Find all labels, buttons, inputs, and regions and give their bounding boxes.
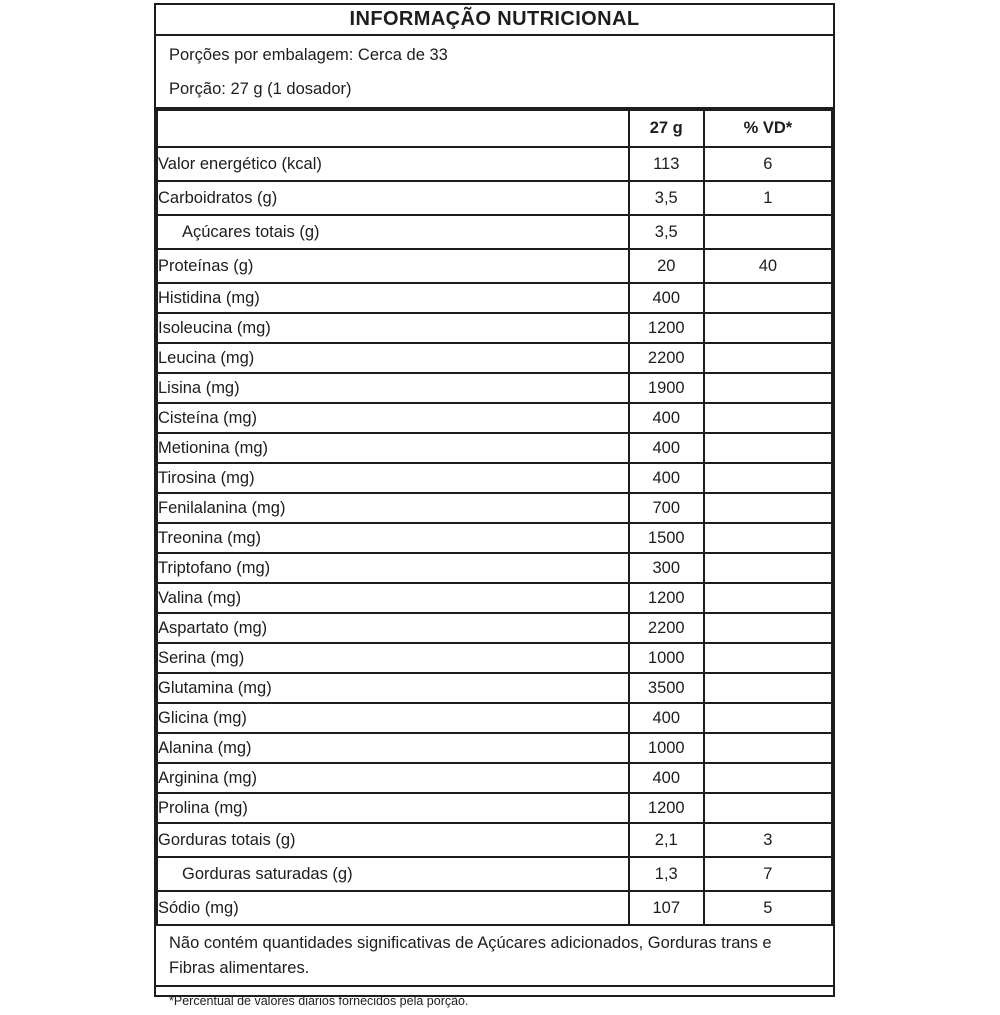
table-row xyxy=(157,463,832,493)
nutrient-label: Açúcares totais (g) xyxy=(157,215,629,249)
nutrient-label: Arginina (mg) xyxy=(157,763,629,793)
amount-value: 2,1 xyxy=(629,823,704,857)
table-row xyxy=(157,313,832,343)
nutrient-label: Treonina (mg) xyxy=(157,523,629,553)
nutrient-label: Leucina (mg) xyxy=(157,343,629,373)
no-significant-amounts-note: Não contém quantidades significativas de Açúcares adicionados, Gorduras trans e Fibras alimentares. xyxy=(169,934,772,977)
amount-value: 2200 xyxy=(629,613,704,643)
nutrient-label: Valor energético (kcal) xyxy=(157,147,629,181)
dv-value xyxy=(704,703,832,733)
dv-value: 7 xyxy=(704,857,832,891)
amount-value: 113 xyxy=(629,147,704,181)
serving-info-section xyxy=(156,36,833,111)
amount-value: 400 xyxy=(629,463,704,493)
nutrient-label: Serina (mg) xyxy=(157,643,629,673)
nutrient-label: Cisteína (mg) xyxy=(157,403,629,433)
dv-value xyxy=(704,673,832,703)
amount-value: 1200 xyxy=(629,313,704,343)
amount-value: 400 xyxy=(629,433,704,463)
column-header-amount: 27 g xyxy=(629,111,704,147)
nutrient-label: Lisina (mg) xyxy=(157,373,629,403)
amount-value: 2200 xyxy=(629,343,704,373)
amount-value: 1000 xyxy=(629,733,704,763)
nutrient-label: Tirosina (mg) xyxy=(157,463,629,493)
nutrition-label xyxy=(154,3,835,1008)
dv-value xyxy=(704,403,832,433)
nutrient-label: Glutamina (mg) xyxy=(157,673,629,703)
amount-value: 400 xyxy=(629,703,704,733)
nutrient-label: Metionina (mg) xyxy=(157,433,629,463)
column-header-dv: % VD* xyxy=(704,111,832,147)
dv-value: 6 xyxy=(704,147,832,181)
nutrition-table xyxy=(156,111,833,926)
dv-value xyxy=(704,493,832,523)
table-row xyxy=(157,343,832,373)
serving-size: Porção: 27 g (1 dosador) xyxy=(169,80,352,98)
amount-value: 1900 xyxy=(629,373,704,403)
table-row xyxy=(157,147,832,181)
dv-value: 3 xyxy=(704,823,832,857)
table-row xyxy=(157,283,832,313)
dv-value xyxy=(704,283,832,313)
table-row xyxy=(157,373,832,403)
daily-value-footnote: *Percentual de valores diários fornecidos pela porção. xyxy=(156,985,833,1015)
dv-value xyxy=(704,553,832,583)
dv-value xyxy=(704,733,832,763)
dv-value xyxy=(704,583,832,613)
dv-value: 1 xyxy=(704,181,832,215)
table-row xyxy=(157,891,832,925)
table-row xyxy=(157,763,832,793)
nutrient-label: Carboidratos (g) xyxy=(157,181,629,215)
dv-value xyxy=(704,215,832,249)
table-row xyxy=(157,583,832,613)
amount-value: 107 xyxy=(629,891,704,925)
servings-per-package: Porções por embalagem: Cerca de 33 xyxy=(169,46,448,64)
table-row xyxy=(157,493,832,523)
dv-value xyxy=(704,313,832,343)
nutrient-label: Gorduras saturadas (g) xyxy=(157,857,629,891)
column-header-empty xyxy=(157,111,629,147)
table-row xyxy=(157,181,832,215)
table-row xyxy=(157,643,832,673)
amount-value: 1000 xyxy=(629,643,704,673)
amount-value: 1200 xyxy=(629,793,704,823)
table-row xyxy=(157,733,832,763)
amount-value: 20 xyxy=(629,249,704,283)
nutrient-label: Proteínas (g) xyxy=(157,249,629,283)
nutrient-label: Sódio (mg) xyxy=(157,891,629,925)
amount-value: 700 xyxy=(629,493,704,523)
nutrient-label: Glicina (mg) xyxy=(157,703,629,733)
dv-value xyxy=(704,613,832,643)
nutrient-label: Aspartato (mg) xyxy=(157,613,629,643)
table-row xyxy=(157,823,832,857)
table-row xyxy=(157,613,832,643)
table-row xyxy=(157,403,832,433)
amount-value: 3500 xyxy=(629,673,704,703)
dv-value: 5 xyxy=(704,891,832,925)
amount-value: 1500 xyxy=(629,523,704,553)
amount-value: 400 xyxy=(629,763,704,793)
nutrient-label: Prolina (mg) xyxy=(157,793,629,823)
dv-value xyxy=(704,793,832,823)
dv-value xyxy=(704,343,832,373)
table-row xyxy=(157,249,832,283)
table-row xyxy=(157,215,832,249)
amount-value: 1,3 xyxy=(629,857,704,891)
dv-value xyxy=(704,463,832,493)
amount-value: 400 xyxy=(629,283,704,313)
nutrient-label: Isoleucina (mg) xyxy=(157,313,629,343)
dv-value xyxy=(704,763,832,793)
nutrient-label: Alanina (mg) xyxy=(157,733,629,763)
nutrient-label: Fenilalanina (mg) xyxy=(157,493,629,523)
table-row xyxy=(157,553,832,583)
table-row xyxy=(157,673,832,703)
dv-value xyxy=(704,523,832,553)
nutrient-label: Triptofano (mg) xyxy=(157,553,629,583)
header-row xyxy=(157,111,832,147)
nutrient-label: Valina (mg) xyxy=(157,583,629,613)
amount-value: 400 xyxy=(629,403,704,433)
table-row xyxy=(157,793,832,823)
dv-value xyxy=(704,373,832,403)
amount-value: 3,5 xyxy=(629,181,704,215)
nutrient-label: Gorduras totais (g) xyxy=(157,823,629,857)
nutrient-label: Histidina (mg) xyxy=(157,283,629,313)
amount-value: 300 xyxy=(629,553,704,583)
table-row xyxy=(157,433,832,463)
table-row xyxy=(157,857,832,891)
amount-value: 1200 xyxy=(629,583,704,613)
table-row xyxy=(157,523,832,553)
amount-value: 3,5 xyxy=(629,215,704,249)
table-row xyxy=(157,703,832,733)
dv-value: 40 xyxy=(704,249,832,283)
dv-value xyxy=(704,643,832,673)
label-title: INFORMAÇÃO NUTRICIONAL xyxy=(156,5,833,36)
dv-value xyxy=(704,433,832,463)
